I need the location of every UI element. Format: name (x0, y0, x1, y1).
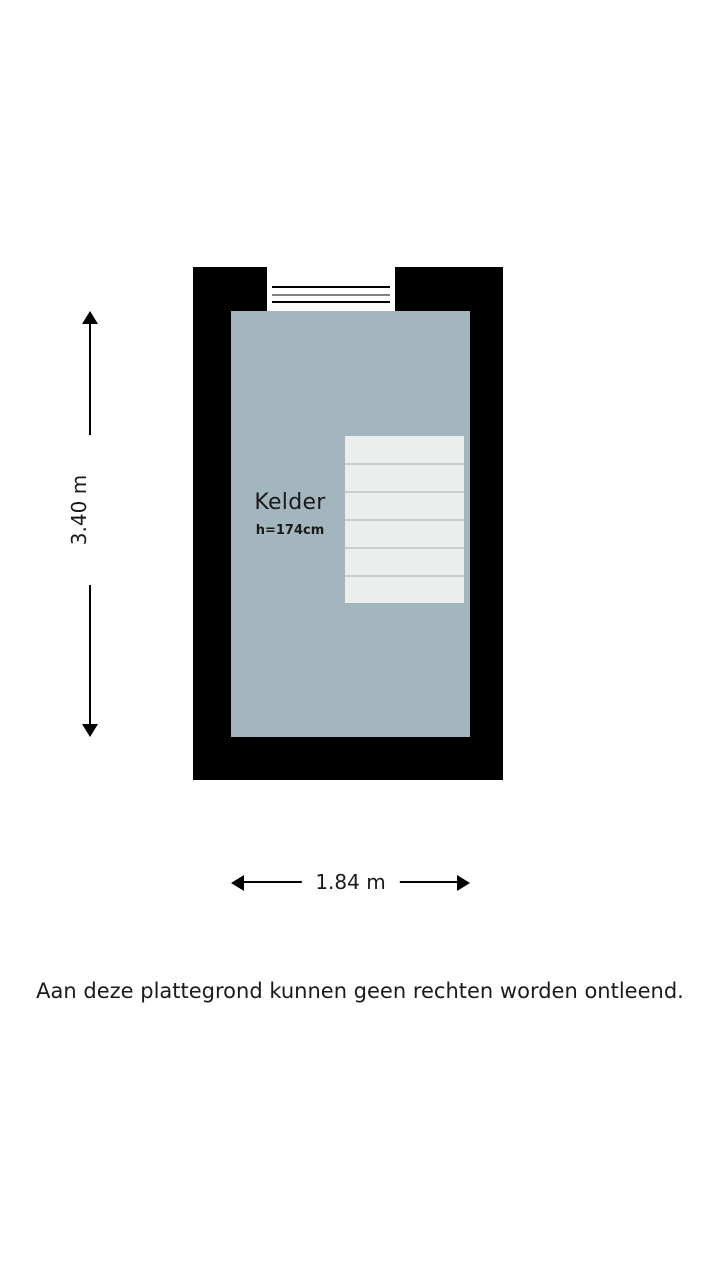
disclaimer-text: Aan deze plattegrond kunnen geen rechten worden ontleend. (36, 979, 684, 1003)
room-label (231, 490, 349, 538)
dimension-horizontal (231, 866, 470, 898)
staircase-icon (345, 436, 464, 603)
arrow-right-icon (457, 875, 470, 891)
dimension-vertical (67, 311, 108, 737)
room-name: Kelder (254, 490, 326, 515)
arrow-left-icon (231, 875, 244, 891)
window-icon (272, 286, 390, 303)
room-height-label: h=174cm (255, 523, 325, 538)
dimension-horizontal-label: 1.84 m (301, 866, 399, 898)
arrow-down-icon (82, 724, 98, 737)
dimension-vertical-label: 3.40 m (61, 435, 97, 585)
